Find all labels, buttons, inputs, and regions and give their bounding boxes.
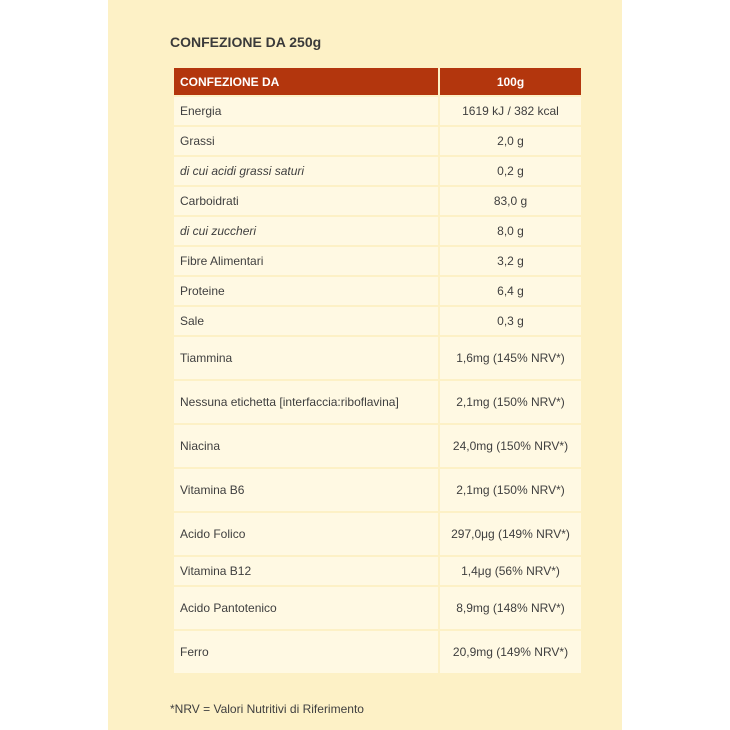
nutrient-label: Tiammina [174, 337, 438, 379]
nutrient-value: 297,0μg (149% NRV*) [440, 513, 581, 555]
nutrient-value: 2,0 g [440, 127, 581, 155]
table-row [174, 247, 581, 275]
table-row [174, 513, 581, 555]
table-row [174, 631, 581, 673]
table-row [174, 97, 581, 125]
nutrient-label: Sale [174, 307, 438, 335]
table-row [174, 127, 581, 155]
table-row [174, 157, 581, 185]
table-row [174, 469, 581, 511]
table-row [174, 381, 581, 423]
nutrient-value: 1619 kJ / 382 kcal [440, 97, 581, 125]
table-row [174, 557, 581, 585]
table-header-row [174, 68, 581, 95]
nutrient-label: Acido Folico [174, 513, 438, 555]
nutrient-label: Niacina [174, 425, 438, 467]
nutrient-label: Acido Pantotenico [174, 587, 438, 629]
nutrient-value: 1,4μg (56% NRV*) [440, 557, 581, 585]
nutrient-label: Vitamina B12 [174, 557, 438, 585]
table-row [174, 587, 581, 629]
nutrient-label: di cui zuccheri [174, 217, 438, 245]
table-row [174, 277, 581, 305]
nutrient-value: 8,0 g [440, 217, 581, 245]
nutrient-value: 6,4 g [440, 277, 581, 305]
nutrient-label: Nessuna etichetta [interfaccia:riboflavina] [174, 381, 438, 423]
nutrient-value: 3,2 g [440, 247, 581, 275]
nutrient-label: Fibre Alimentari [174, 247, 438, 275]
nutrient-value: 0,3 g [440, 307, 581, 335]
footnote: *NRV = Valori Nutritivi di Riferimento [170, 702, 364, 716]
nutrient-value: 2,1mg (150% NRV*) [440, 381, 581, 423]
nutrition-table [172, 66, 583, 675]
nutrient-value: 20,9mg (149% NRV*) [440, 631, 581, 673]
nutrient-label: Energia [174, 97, 438, 125]
nutrient-value: 1,6mg (145% NRV*) [440, 337, 581, 379]
nutrient-label: Grassi [174, 127, 438, 155]
table-row [174, 187, 581, 215]
nutrient-label: Vitamina B6 [174, 469, 438, 511]
header-label-column: CONFEZIONE DA [174, 68, 438, 95]
table-row [174, 337, 581, 379]
nutrient-label: Carboidrati [174, 187, 438, 215]
table-row [174, 217, 581, 245]
nutrient-label: di cui acidi grassi saturi [174, 157, 438, 185]
nutrient-value: 2,1mg (150% NRV*) [440, 469, 581, 511]
nutrient-value: 0,2 g [440, 157, 581, 185]
page-title: CONFEZIONE DA 250g [170, 34, 322, 50]
header-value-column: 100g [440, 68, 581, 95]
nutrient-value: 8,9mg (148% NRV*) [440, 587, 581, 629]
nutrient-label: Proteine [174, 277, 438, 305]
nutrient-value: 24,0mg (150% NRV*) [440, 425, 581, 467]
table-row [174, 425, 581, 467]
nutrient-label: Ferro [174, 631, 438, 673]
nutrient-value: 83,0 g [440, 187, 581, 215]
table-row [174, 307, 581, 335]
